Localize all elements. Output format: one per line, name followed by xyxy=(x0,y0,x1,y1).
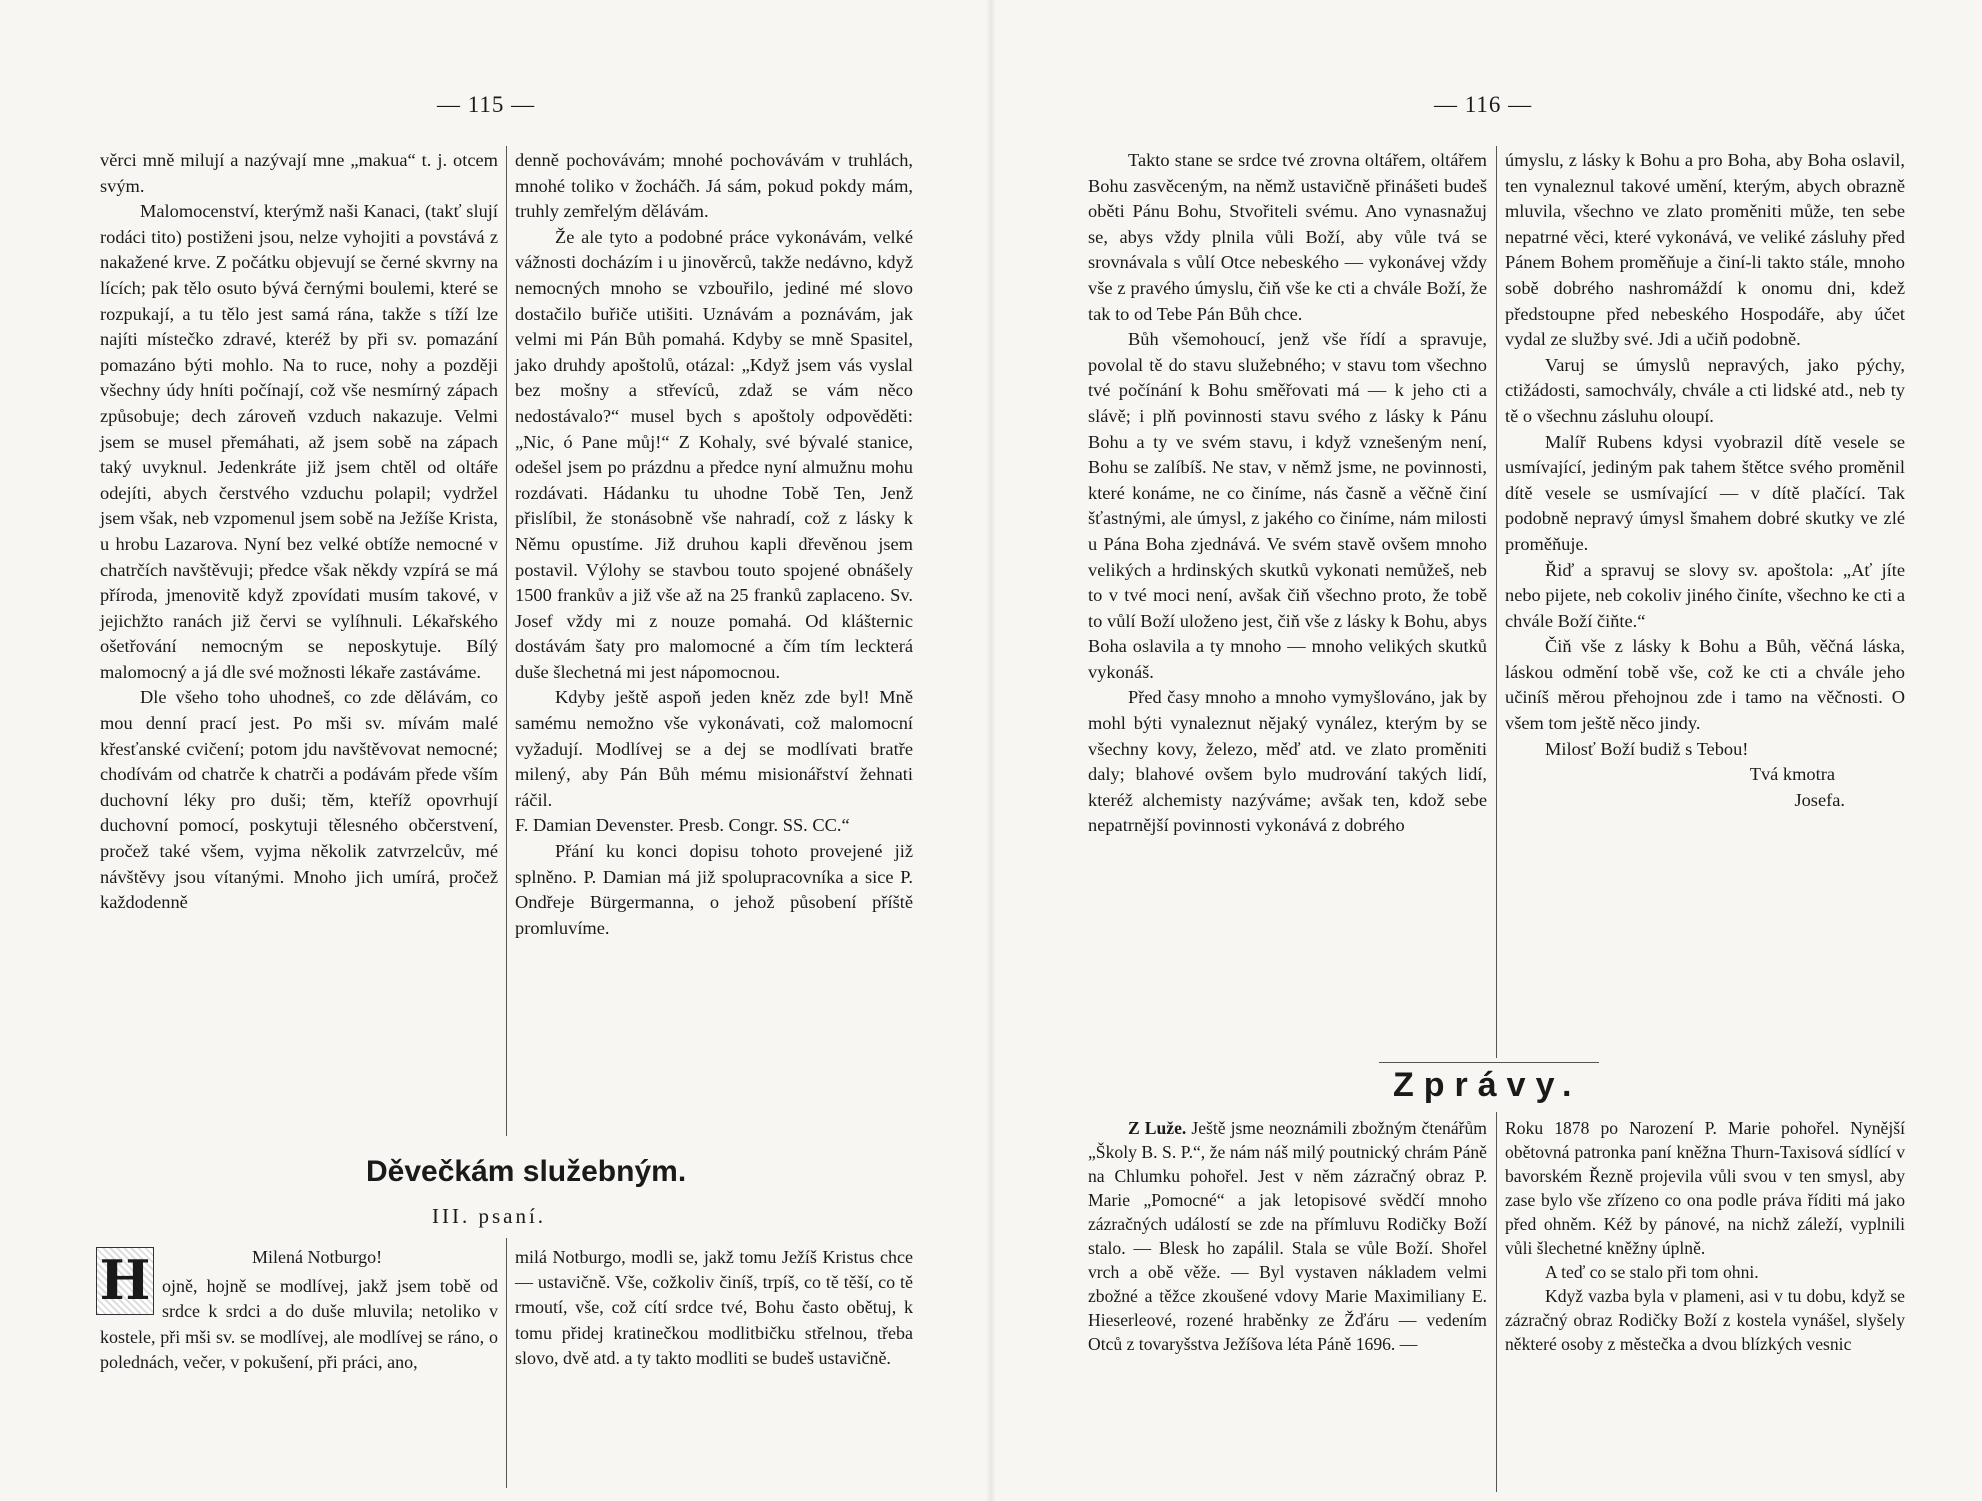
news-column-left xyxy=(1088,1116,1487,1356)
heading-rule xyxy=(1379,1062,1599,1063)
salutation: Milená Notburgo! xyxy=(252,1247,383,1267)
paragraph: Že ale tyto a podobné práce vykonávám, velké vážnosti docházím i u jinověrců, takže nedávno, když nemocných mnoho se vzbouřilo, jediné mé slovo dostačilo buřiče utišiti. Uznávám a poznávám, jak velmi mi Pán Bůh pomahá. Kdyby se mně Spasitel, jako druhdy apoštolů, otázal: „Když jsem vás vyslal bez mošny a střevíců, zdaž se vám něco nedostávalo?“ musel bych s apoštoly odpověděti: „Nic, ó Pane můj!“ Z Kohaly, své bývalé stanice, odešel jsem po prázdnu a předce nyní almužnu mohu rozdávati. Hádanku tu uhodne Tobě Ten, Jenž přislíbil, že stonásobně vše nahradí, což z lásky k Němu opustíme. Již druhou kapli dřevěnou jsem postavil. Výlohy se stavbou touto spojené obnášely 1500 frankův a již vše až na 25 franků zaplaceno. Sv. Josef vždy mi z nouze pomahá. Od klášternic dostávám šaty pro malomocné a čím tím leckterá duše šlechetná mi jest nápomocnou. xyxy=(515,226,913,682)
column-rule xyxy=(506,146,507,1136)
paragraph: Řiď a spravuj se slovy sv. apoštola: „Ať jíte nebo pijete, neb cokoliv jiného činíte, všechno ke cti a chvále Boží čiňte.“ xyxy=(1505,559,1905,631)
news-column-right xyxy=(1505,1116,1905,1356)
paragraph: Malíř Rubens kdysi vyobrazil dítě vesele se usmívající, jediným pak tahem štětce svého proměnil dítě vesele se usmívající — v dítě plačící. Tak podobně nepravý úmysl šmahem dobré skutky ve zlé proměňuje. xyxy=(1505,431,1905,554)
right-column-top xyxy=(1505,148,1905,813)
paragraph: úmyslu, z lásky k Bohu a pro Boha, aby Boha oslavil, ten vynaleznul takové umění, kterým, abych obrazně mluvila, všechno ve zlato proměniti může, ten sebe nepatrné věci, které vykonává, ve veliké zásluhy před Pánem Bohem proměňuje a činí-li takto stále, mnoho sobě dobrého nashromáždí k onomu dni, kdež předstoupne před nebeského Hospodáře, aby účet vydal ze služby své. Jdi a učiň podobně. xyxy=(1505,150,1905,350)
paragraph: Čiň vše z lásky k Bohu a Bůh, věčná láska, láskou odmění tobě vše, což ke cti a chvále jeho učiníš měrou přehojnou zde i tamo na věčnosti. O všem tom ještě něco jindy. xyxy=(1505,636,1905,734)
paragraph: Když vazba byla v plameni, asi v tu dobu, když se zázračný obraz Rodičky Boží z kostela vynášel, slyšely některé osoby z městečka a dvou blízkých vesnic xyxy=(1505,1286,1905,1354)
page-116 xyxy=(991,0,1982,1501)
paragraph: Varuj se úmyslů nepravých, jako pýchy, ctižádosti, samochvály, chvále a cti lidské atd., neb ty tě o všechnu zásluhu oloupí. xyxy=(1505,354,1905,426)
closing: Milosť Boží budiž s Tebou! xyxy=(1545,738,1749,759)
left-column-top xyxy=(100,148,498,916)
page-number: — 116 — xyxy=(1434,92,1533,117)
paragraph: Malomocenství, kterýmž naši Kanaci, (takť slují rodáci tito) postiženi jsou, nelze vyhojiti a povstává z nakažené krve. Z počátku objevují se černé skvrny na lících; pak tělo osuto bývá černými boulemi, které se rozpukají, a tu tělo jest samá rána, takže s tíží lze najíti místečko zdravé, kteréž by při sv. pomazání pomazáno býti mohlo. Na to ruce, nohy a později všechny údy hníti počínají, což vše nesmírný zápach způsobuje; dech zároveň vzduch nakazuje. Velmi jsem se musel přemáhati, až jsem sobě na zápach taký uvyknul. Jedenkráte již jsem chtěl od oltáře odejíti, abych čerstvého vzduchu polapil; vydržel jsem však, neb vzpomenul jsem sobě na Ježíše Krista, u hrobu Lazarova. Nyní bez velké obtíže nemocné v chatrčích navštěvuji; předce však někdy vzpírá se má příroda, jmenovitě když zpovídati musím takové, v jejichžto ranách již červi se vylíhnuli. Lékařského ošetřování nemocným se neposkytuje. Bílý malomocný a já dle své možnosti lékaře zastáváme. xyxy=(100,201,498,682)
paragraph: Přání ku konci dopisu tohoto provejené již splněno. P. Damian má již spolupracovníka a sice P. Ondřeje Bürgermanna, o jehož působení příště promluvíme. xyxy=(515,841,913,938)
paragraph: ojně, hojně se modlívej, jakž jsem tobě od srdce k srdci a do duše mluvila; netoliko v kostele, při mši sv. se modlívej, ale modlívej se ráno, o polednách, večer, v pokušení, při práci, ano, xyxy=(100,1276,498,1372)
paragraph: Roku 1878 po Narození P. Marie pohořel. Nynější obětovná patronka paní kněžna Thurn-Taxisová sídlící v bavorském Řezně projevila vůli svou v ten smysl, aby zase bylo vše zřízeno co ona podle práva říditi má jako před ohněm. Kéž by pánové, na nichž záleží, vyplnili vůli šlechetné kněžny úplně. xyxy=(1505,1118,1905,1258)
drop-cap: H xyxy=(96,1247,154,1315)
column-rule xyxy=(1496,1112,1497,1492)
letter-column-left xyxy=(100,1245,498,1375)
left-column-top xyxy=(1088,148,1487,839)
paragraph: denně pochovávám; mnohé pochovávám v truhlách, mnohé toliko v žocháčh. Já sám, pokud pokdy mám, truhly zemřelým dělávám. xyxy=(515,150,913,222)
section-heading: Děvečkám služebným. xyxy=(366,1155,687,1188)
paragraph: milá Notburgo, modli se, jakž tomu Ježíš Kristus chce — ustavičně. Vše, cožkoliv činíš, trpíš, co tě těší, co tě rmoutí, vše, což cítí srdce tvé, Bohu často obětuj, k tomu přidej kratinečkou modlitbičku střelnou, třeba slovo, dvě atd. a ty takto modliti se budeš ustavičně. xyxy=(515,1247,913,1368)
paragraph: Ještě jsme neoznámili zbožným čtenářům „Školy B. S. P.“, že nám náš milý poutnický chrám Páně na Chlumku pohořel. Jest v něm zázračný obraz P. Marie „Pomocné“ a jak letopisové svědčí mnoho zázračných událostí se zde na přímluvu Rodičky Boží stalo. — Blesk ho zapálil. Stala se vůle Boží. Shořel vrch a obě věže. — Byl vystaven nákladem velmi zbožné a těžce zkoušené vdovy Marie Maximiliany E. Hieserleové, rozené hraběnky ze Žďáru — vedením Otců z tovaryšstva Ježíšova léta Páně 1696. — xyxy=(1088,1118,1487,1354)
news-dateline: Z Luže. xyxy=(1128,1118,1187,1138)
paragraph: Dle všeho toho uhodneš, co zde dělávám, co mou denní prací jest. Po mši sv. mívám malé křesťanské cvičení; potom jdu navštěvovat nemocné; chodívám od chatrče k chatrči a podávám přede vším duchovní léky pro duši; těm, kteříž opovrhují duchovní pomocí, poskytuji tělesného občerstvení, pročež také všem, vyjma několik zatvrzelcův, mé návštěvy jsou vítanými. Mnoho jich umírá, pročež každodenně xyxy=(100,687,498,913)
signature-line: Tvá kmotra xyxy=(1749,764,1835,785)
paragraph: Bůh všemohoucí, jenž vše řídí a spravuje, povolal tě do stavu služebného; v stavu tom všechno tvé počínání k Bohu směřovati má — k jeho cti a slávě; i plň povinnosti stavu svého z lásky k Pánu Bohu a ty ve svém stavu, i když vznešeným není, Bohu se zalíbíš. Ne stav, v němž jsme, ne povinnosti, které konáme, ne co činíme, nás časně a věčně činí šťastnými, ale úmysl, z jakého co činíme, nám milosti u Pána Boha zjednává. Ve svém stavě ovšem mnoho velikých a hrdinských skutků vykonati nemůžeš, neb to v tvé moci není, avšak čiň všechno proto, že tobě to vůlí Boží uloženo jest, čiň vše z lásky k Bohu, abys Boha oslavila a ty mnoho — mnoho velikých skutků vykonáš. xyxy=(1088,329,1487,682)
column-rule xyxy=(1496,146,1497,1058)
page-number: — 115 — xyxy=(437,92,536,117)
section-subheading: III. psaní. xyxy=(432,1204,547,1228)
signature: F. Damian Devenster. Presb. Congr. SS. CC.“ xyxy=(515,815,850,836)
signature-name: Josefa. xyxy=(1794,789,1845,810)
column-rule xyxy=(506,1238,507,1488)
paragraph: Před časy mnoho a mnoho vymyšlováno, jak by mohl býti vynaleznut nějaký vynález, kterým by se všechny kovy, železo, měď atd. ve zlato proměniti daly; blahové ovšem bylo mudrování takých lidí, kteréž alchemisty nazýváme; avšak ten, kdož sebe nepatrnější povinnosti vykonává z dobrého xyxy=(1088,687,1487,836)
paragraph: věrci mně milují a nazývají mne „makua“ t. j. otcem svým. xyxy=(100,150,498,196)
right-column-top xyxy=(515,148,913,941)
paragraph: Takto stane se srdce tvé zrovna oltářem, oltářem Bohu zasvěceným, na němž ustavičně přinášeti budeš oběti Pánu Bohu, Stvořiteli svému. Ano vynasnažuj se, abys vždy plnila vůli Boží, aby vůle tvá se srovnávala s vůlí Otce nebeského — vykonávej vždy vše z pravého úmyslu, čiň vše ke cti a chvále Boží, že tak to od Tebe Pán Bůh chce. xyxy=(1088,150,1487,324)
letter-column-right xyxy=(515,1245,913,1371)
paragraph: A teď co se stalo při tom ohni. xyxy=(1545,1262,1759,1282)
paragraph: Kdyby ještě aspoň jeden kněz zde byl! Mně samému nemožno vše vykonávati, což malomocní vyžadují. Modlívej se a dej se modlívati bratře milený, aby Pán Bůh mému misionářství žehnati ráčil. xyxy=(515,687,913,810)
news-heading: Zprávy. xyxy=(1393,1066,1582,1104)
